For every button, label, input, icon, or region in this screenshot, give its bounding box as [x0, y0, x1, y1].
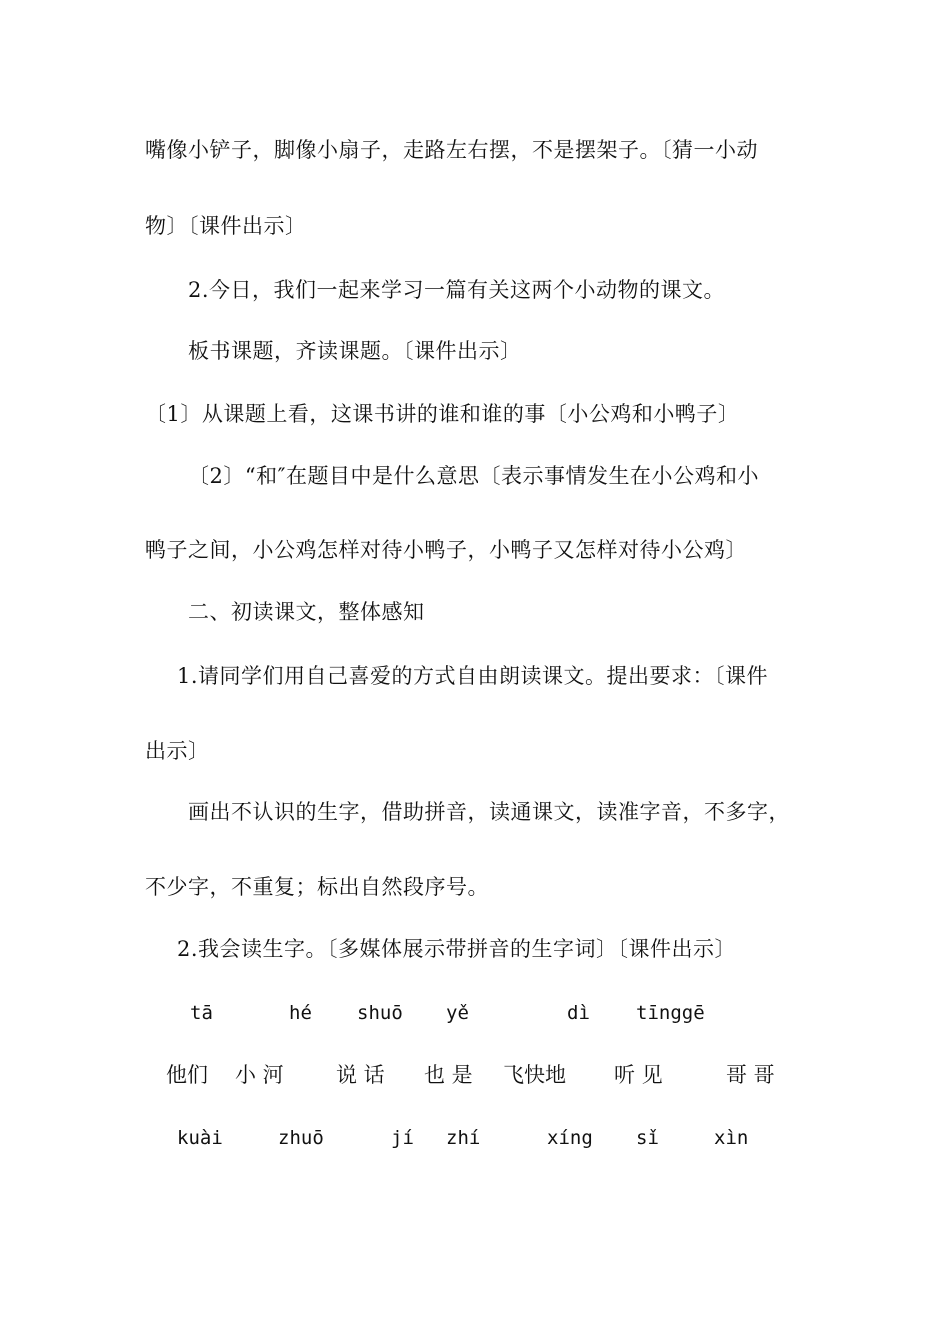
pinyin-si: sǐ — [636, 1127, 659, 1149]
pinyin-shuo: shuō — [357, 1002, 403, 1024]
pinyin-zhuo: zhuō — [278, 1127, 324, 1149]
word-xiaohe: 小 河 — [235, 1063, 284, 1087]
pinyin-ta: tā — [190, 1002, 213, 1024]
paragraph-step-1-line-1: 1.请同学们用自己喜爱的方式自由朗读课文。提出要求：〔课件 — [177, 664, 769, 688]
pinyin-ye: yě — [446, 1002, 469, 1024]
word-tingjian: 听 见 — [614, 1063, 663, 1087]
paragraph-question-2-line-2: 鸭子之间，小公鸡怎样对待小鸭子，小鸭子又怎样对待小公鸡〕 — [145, 538, 747, 562]
paragraph-riddle-line-2: 物〕〔课件出示〕 — [145, 214, 307, 238]
paragraph-requirements-line-2: 不少字，不重复；标出自然段序号。 — [145, 875, 489, 899]
word-tamen: 他们 — [166, 1063, 208, 1087]
paragraph-question-1: 〔1〕从课题上看，这课书讲的谁和谁的事〔小公鸡和小鸭子〕 — [145, 402, 740, 426]
pinyin-zhi: zhí — [446, 1127, 481, 1149]
word-gege: 哥 哥 — [726, 1063, 775, 1087]
paragraph-riddle-line-1: 嘴像小铲子，脚像小扇子，走路左右摆，不是摆架子。〔猜一小动 — [145, 138, 758, 162]
pinyin-ji: jí — [391, 1127, 414, 1149]
paragraph-question-2-line-1: 〔2〕“和″在题目中是什么意思〔表示事情发生在小公鸡和小 — [188, 464, 759, 488]
paragraph-step-1-line-2: 出示〕 — [145, 739, 210, 763]
paragraph-board-title: 板书课题，齐读课题。〔课件出示〕 — [188, 339, 522, 363]
word-feikuaide: 飞快地 — [503, 1063, 566, 1087]
paragraph-step-2: 2.今日，我们一起来学习一篇有关这两个小动物的课文。 — [188, 278, 726, 302]
section-heading-first-reading: 二、初读课文，整体感知 — [188, 600, 425, 624]
paragraph-step-2-read-characters: 2.我会读生字。〔多媒体展示带拼音的生字词〕〔课件出示〕 — [177, 937, 737, 961]
pinyin-he: hé — [289, 1002, 312, 1024]
pinyin-kuai: kuài — [177, 1127, 223, 1149]
pinyin-di: dì — [567, 1002, 590, 1024]
pinyin-xing: xíng — [547, 1127, 593, 1149]
pinyin-tingge: tīnggē — [636, 1002, 705, 1024]
word-yeshi: 也 是 — [424, 1063, 473, 1087]
word-shuohua: 说 话 — [336, 1063, 385, 1087]
pinyin-xin: xìn — [714, 1127, 749, 1149]
paragraph-requirements-line-1: 画出不认识的生字，借助拼音，读通课文，读准字音，不多字， — [188, 800, 790, 824]
